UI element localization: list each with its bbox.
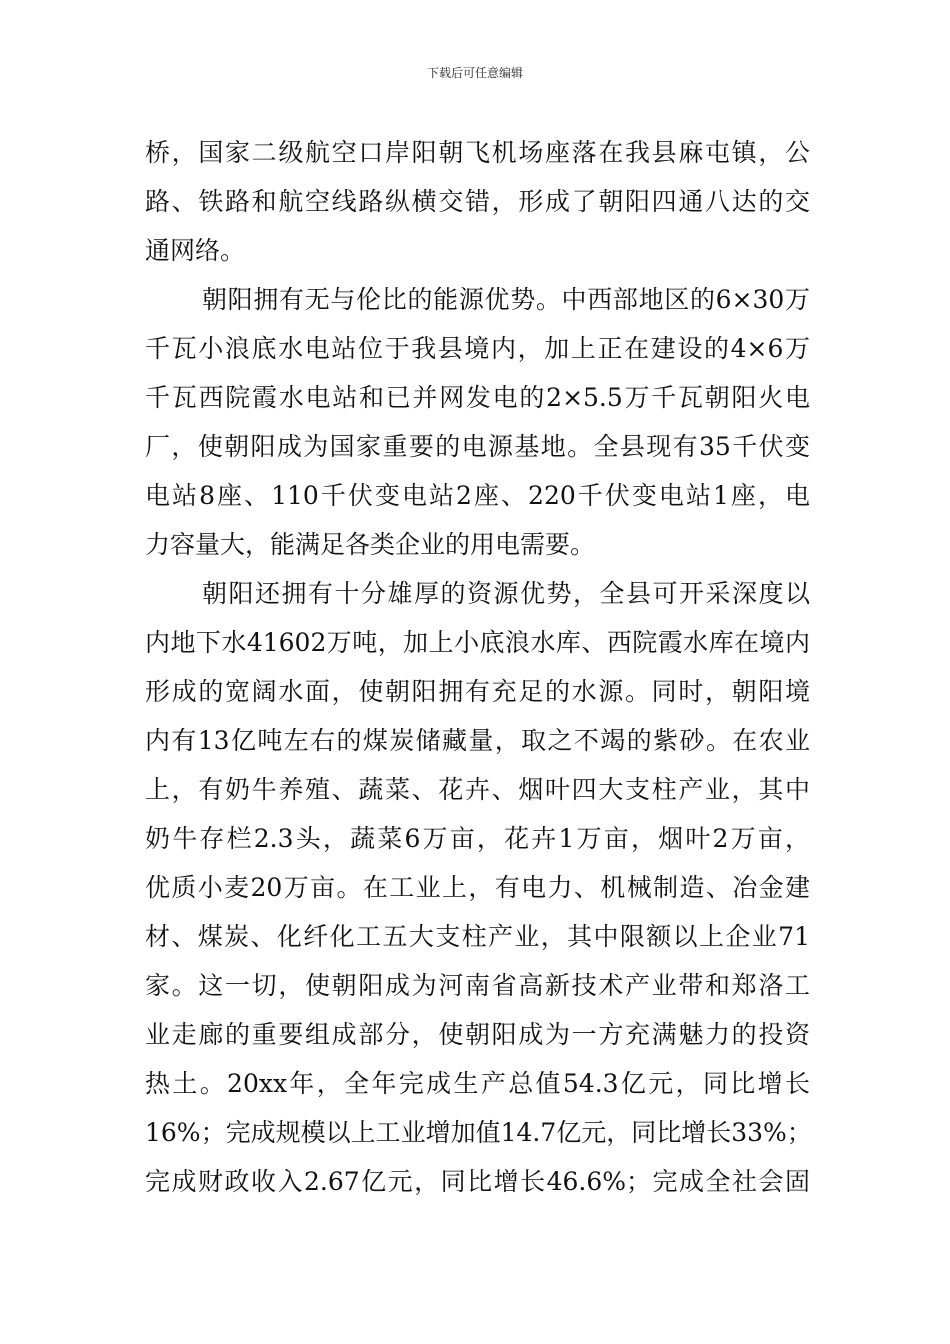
text-line: 16%；完成规模以上工业增加值14.7亿元，同比增长33%；	[145, 1118, 812, 1147]
text-line: 桥，国家二级航空口岸阳朝飞机场座落在我县麻屯镇，公	[145, 138, 810, 167]
text-line: 热土。20xx年，全年完成生产总值54.3亿元，同比增长	[145, 1069, 810, 1098]
page-header-note: 下载后可任意编辑	[426, 66, 523, 80]
text-line: 家。这一切，使朝阳成为河南省高新技术产业带和郑洛工	[145, 971, 810, 1000]
text-line: 上，有奶牛养殖、蔬菜、花卉、烟叶四大支柱产业，其中	[145, 775, 810, 804]
text-line: 朝阳还拥有十分雄厚的资源优势，全县可开采深度以	[202, 579, 810, 608]
text-line: 厂，使朝阳成为国家重要的电源基地。全县现有35千伏变	[145, 432, 810, 461]
text-line: 优质小麦20万亩。在工业上，有电力、机械制造、冶金建	[145, 873, 810, 902]
text-line: 奶牛存栏2.3头，蔬菜6万亩，花卉1万亩，烟叶2万亩，	[145, 824, 810, 853]
text-line: 千瓦西院霞水电站和已并网发电的2×5.5万千瓦朝阳火电	[145, 383, 810, 412]
text-line: 路、铁路和航空线路纵横交错，形成了朝阳四通八达的交	[145, 187, 810, 216]
text-line: 电站8座、110千伏变电站2座、220千伏变电站1座，电	[145, 481, 810, 510]
text-line: 朝阳拥有无与伦比的能源优势。中西部地区的6×30万	[202, 285, 810, 314]
paragraph-energy	[145, 275, 810, 569]
text-line: 力容量大，能满足各类企业的用电需要。	[145, 530, 596, 559]
text-line: 内有13亿吨左右的煤炭储藏量，取之不竭的紫砂。在农业	[145, 726, 810, 755]
text-line: 内地下水41602万吨，加上小底浪水库、西院霞水库在境内	[145, 628, 810, 657]
paragraph-resources	[145, 569, 810, 1206]
paragraph-transport	[145, 128, 810, 275]
text-line: 业走廊的重要组成部分，使朝阳成为一方充满魅力的投资	[145, 1020, 810, 1049]
text-line: 形成的宽阔水面，使朝阳拥有充足的水源。同时，朝阳境	[145, 677, 810, 706]
text-line: 完成财政收入2.67亿元，同比增长46.6%；完成全社会固	[145, 1167, 810, 1196]
document-body	[145, 128, 810, 1206]
text-line: 千瓦小浪底水电站位于我县境内，加上正在建设的4×6万	[145, 334, 810, 363]
text-line: 材、煤炭、化纤化工五大支柱产业，其中限额以上企业71	[145, 922, 810, 951]
text-line: 通网络。	[145, 236, 246, 265]
